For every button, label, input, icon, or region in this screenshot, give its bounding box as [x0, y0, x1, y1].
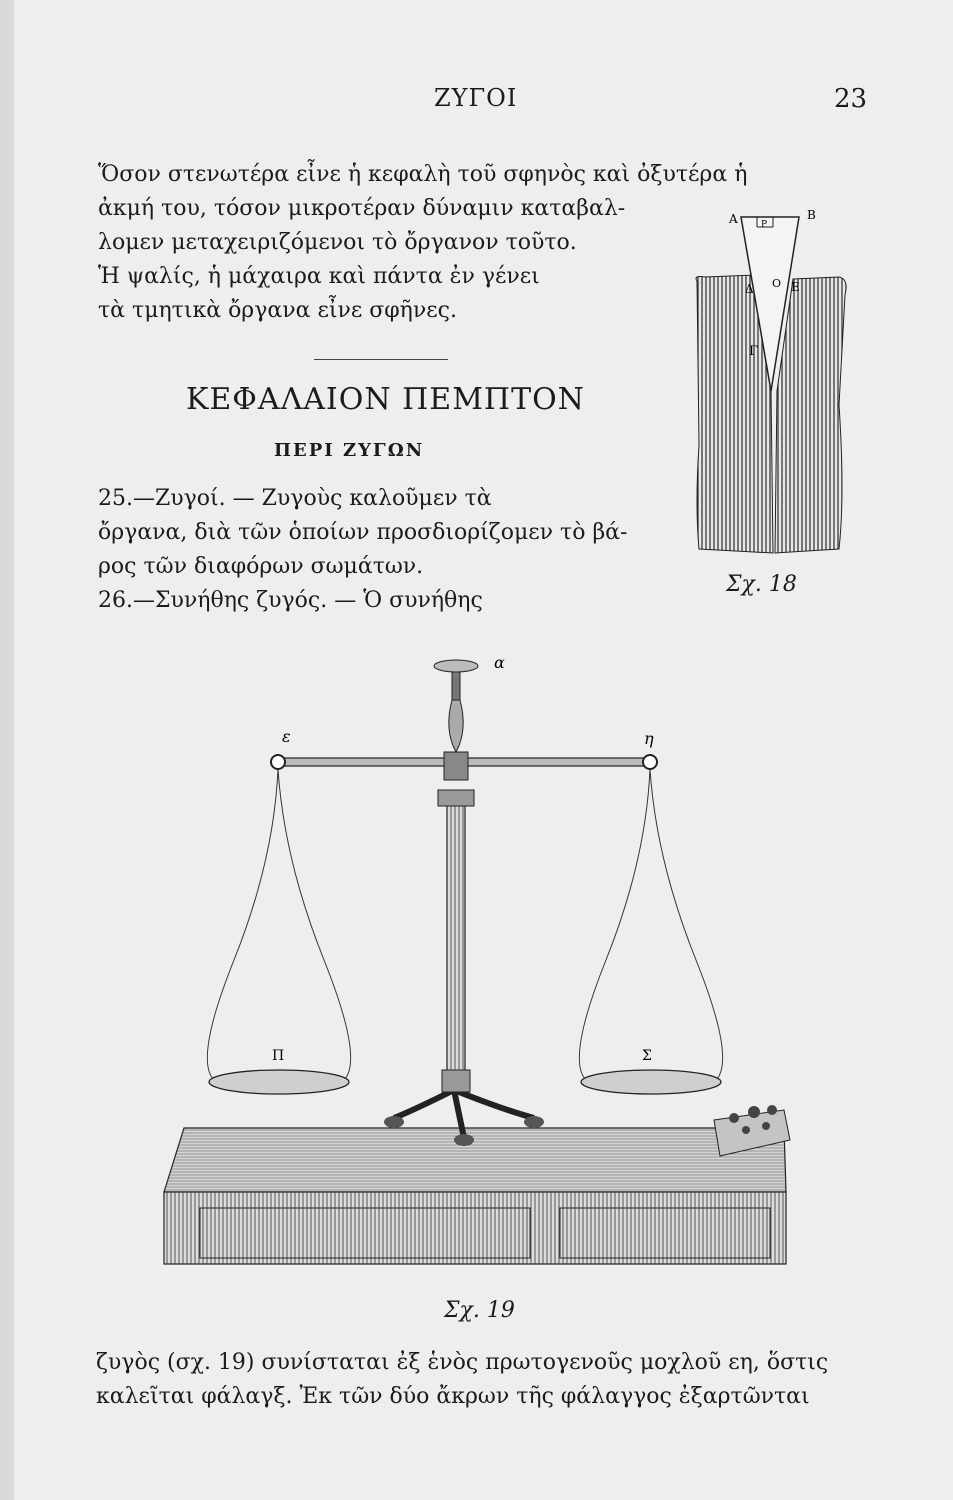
- chapter-title: ΚΕΦΑΛΑΙΟΝ ΠΕΜΠΤΟΝ: [186, 382, 585, 417]
- fig18-label-d: Δ: [745, 282, 754, 296]
- table-apron: [164, 1192, 786, 1264]
- section-divider: [314, 359, 448, 360]
- right-pan-strings: [579, 769, 722, 1080]
- chapter-subtitle: ΠΕΡΙ ΖΥΓΩΝ: [274, 440, 425, 461]
- fig19-label-p: Π: [272, 1048, 285, 1064]
- left-pan-strings: [207, 769, 350, 1080]
- paragraph-scales-intro: 25.—Ζυγοί. — Ζυγοὺς καλοῦμεν τὰ ὄργανα, διὰ τῶν ὁποίων προσδιορίζομεν τὸ βά- ρος τῶν διαφόρων σωμάτων. 26.—Συνήθης ζυγός. — Ὁ συνήθης: [98, 486, 628, 613]
- table-top: [164, 1128, 786, 1192]
- fig18-label-p: Ρ: [761, 220, 768, 230]
- pointer-ornament: [449, 694, 463, 752]
- fig19-label-a: α: [494, 653, 505, 672]
- wood-block-right-half: [775, 277, 846, 553]
- left-pan: [209, 1070, 349, 1094]
- figure-18-caption: Σχ. 18: [726, 572, 797, 597]
- paragraph-wedge-text: Ὅσον στενωτέρα εἶνε ἡ κεφαλὴ τοῦ σφηνὸς καὶ ὀξυτέρα ἡ ἀκμή του, τόσον μικροτέραν δύναμιν καταβαλ- λομεν μεταχειριζόμενοι τὸ ὄργανον τοῦτο. Ἡ ψαλίς, ἡ μάχαιρα καὶ πάντα ἐν γένει τὰ τμητικὰ ὄργανα εἶνε σφῆνες.: [98, 162, 748, 323]
- fig18-label-b: B: [807, 208, 816, 222]
- fig18-label-a: A: [729, 212, 738, 226]
- fig19-label-n: η: [644, 729, 654, 748]
- fig19-label-s: Σ: [642, 1048, 652, 1064]
- figure-18-wedge: [689, 205, 859, 565]
- fig19-label-e: ε: [282, 727, 291, 746]
- fig18-label-e: E: [791, 280, 800, 294]
- fig18-label-o: Ο: [772, 277, 782, 290]
- figure-19-caption: Σχ. 19: [444, 1298, 515, 1323]
- fig18-label-g: Γ: [749, 344, 759, 359]
- figure-19-balance-scale: [154, 640, 804, 1270]
- right-pan: [581, 1070, 721, 1094]
- stand-column: [447, 800, 465, 1090]
- paragraph-scale-description: ζυγὸς (σχ. 19) συνίσταται ἐξ ἑνὸς πρωτογενοῦς μοχλοῦ εη, ὅστις καλεῖται φάλαγξ. Ἐκ τῶν δύο ἄκρων τῆς φάλαγγος ἐξαρτῶνται: [96, 1350, 829, 1409]
- running-header-title: ΖΥΓΟΙ: [434, 84, 518, 112]
- page-number: 23: [834, 84, 868, 114]
